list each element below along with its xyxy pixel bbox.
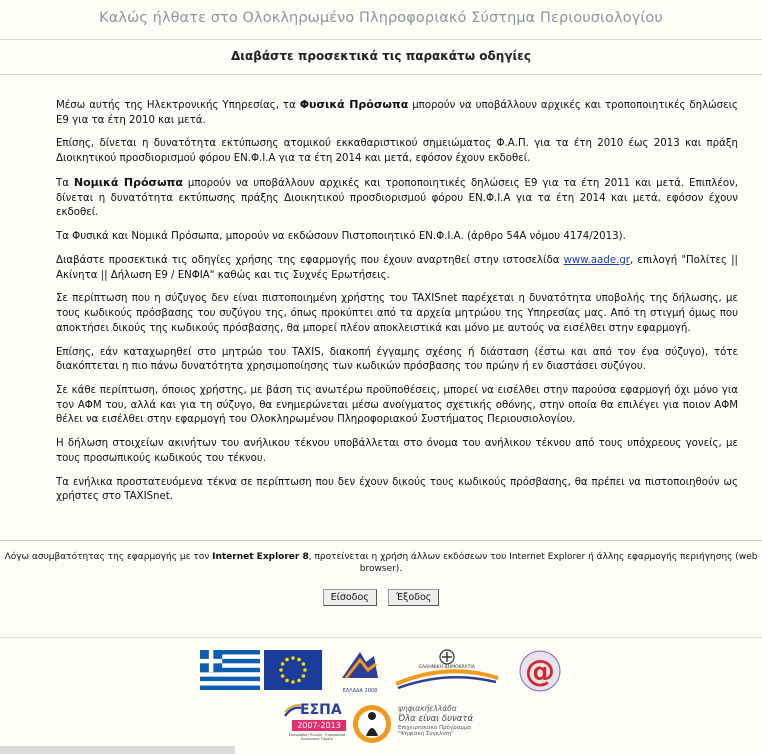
sponsor-logos-top [0,648,762,696]
paragraph-usage-guide: Διαβάστε προσεκτικά τις οδηγίες χρήσης της εφαρμογής που έχουν αναρτηθεί στην ιστοσελίδα www.aade.gr, επιλογή "Πολίτες || Ακίνητα || Δήλωση Ε9 / ΕΝΦΙΑ" καθώς και τις Συχνές Ερωτήσεις. [56,254,738,281]
paragraph-natural-persons: Μέσω αυτής της Ηλεκτρονικής Υπηρεσίας, τα Φυσικά Πρόσωπα μπορούν να υποβάλλουν αρχικές και τροποποιητικές δηλώσεις Ε9 για τα έτη 2010 και μετά. [56,98,739,126]
paragraph-minor-children: Η δήλωση στοιχείων ακινήτων του ανήλικου τέκνου υποβάλλεται στο όνομα του ανήλικου τέκνου από τους υπόχρεους γονείς, με τους προσωπικούς κωδικούς του τέκνου. [56,438,738,464]
paragraph-adult-dependents: Τα ενήλικα προστατευόμενα τέκνα σε περίπτωση που δεν έχουν δικούς τους κωδικούς πρόσβασης, θα πρέπει να πιστοποιηθούν ως χρήστες στο TAXISnet. [56,476,738,503]
svg-text:@: @ [525,654,555,689]
eu-flag-icon [264,650,322,690]
divider [0,74,762,75]
paragraph-legal-entities: Τα Νομικά Πρόσωπα μπορούν να υποβάλλουν αρχικές και τροποποιητικές δηλώσεις Ε9 για τα έτη 2011 και μετά. Επιπλέον, δίνεται η δυνατότητα εκτύπωσης πράξης Διοικητικού προσδιορισμού φόρου ΕΝ.Φ.Ι.Α για τα έτη 2014 και μετά, εφόσον έχουν εκδοθεί. [56,175,738,219]
hellas-swoosh-icon [338,648,382,684]
paragraph-separation: Επίσης, εάν καταχωρηθεί στο μητρώο του TAXIS, διακοπή έγγαμης σχέσης ή διάσταση (έστω και από τον ένα σύζυγο), τότε διακόπτεται η πιο πάνω δυνατότητα χρησιμοποίησης των κωδικών πρόσβασης του πρώην ή εν διαστάσει συζύγου. [56,346,738,373]
paragraph-afm-selection: Σε κάθε περίπτωση, όποιος χρήστης, με βάση τις ανωτέρω προϋποθέσεις, μπορεί να εισέλθει στην παρούσα εφαρμογή όχι μόνο για τον ΑΦΜ του, αλλά και για τη σύζυγο, θα ενημερώνεται μέσω ανοίγματος σχετικής οθόνης, στην οποία θα επιλέγει για ποιον ΑΦΜ θέλει να εισέλθει στην εφαρμογή του Ολοκληρωμένου Πληροφοριακού Συστήματος Περιουσιολογίου. [56,384,738,426]
exit-button[interactable]: Έξοδος [388,589,439,606]
digital-greece-logo: ψηφιακήελλάδα Όλα είναι δυνατά Επιχειρησιακό Πρόγραμμα "Ψηφιακή Σύγκλιση" [398,704,474,737]
espa-logo: ΕΣΠΑ 2007-2013 Ευρωπαϊκή Ένωση · Ευρωπαϊκό Κοινωνικό Ταμείο [282,702,350,746]
instructions-body [56,98,738,514]
hellenic-republic-logo: ΕΛΛΗΝΙΚΗ ΔΗΜΟΚΡΑΤΙΑ [392,648,502,694]
divider [0,39,762,40]
sponsor-logos-bottom [0,700,762,750]
paragraph-certificate: Τα Φυσικά και Νομικά Πρόσωπα, μπορούν να εκδώσουν Πιστοποιητικό ΕΝ.Φ.Ι.Α. (άρθρο 54Α νόμου 4174/2013). [56,231,626,243]
login-button[interactable]: Είσοδος [323,589,377,606]
digital-greece-emblem-icon [352,702,392,746]
instructions-heading: Διαβάστε προσεκτικά τις παρακάτω οδηγίες [231,49,531,63]
horizontal-scrollbar[interactable] [0,746,235,754]
at-sign-icon [516,648,564,694]
paragraph-print-options: Επίσης, δίνεται η δυνατότητα εκτύπωσης ατομικού εκκαθαριστικού σημειώματος Φ.Α.Π. για τα έτη 2010 έως 2013 και πράξη Διοικητικού προσδιορισμού φόρου ΕΝ.Φ.Ι.Α για τα έτη 2014 και μετά, εφόσον έχουν εκδοθεί. [56,138,738,165]
browser-compatibility-note: Λόγω ασυμβατότητας της εφαρμογής με τον Internet Explorer 8, προτείνεται η χρήση άλλων εκδόσεων του Internet Explorer ή άλλης εφαρμογής περιήγησης (web browser). [4,552,758,574]
paragraph-spouse-access: Σε περίπτωση που η σύζυγος δεν είναι πιστοποιημένη χρήστης του TAXISnet παρέχεται η δυνατότητα υποβολής της δήλωσης, με τους κωδικούς πρόσβασης του συζύγου της, όπως προκύπτει από τα αρχεία μητρώου της Υπηρεσίας μας. Από τη στιγμή όμως που αποκτήσει δικούς της κωδικούς πρόσβασης, θα μπορεί πλέον αποκλειστικά και μόνο με αυτούς να εισέλθει στην εφαρμογή. [56,293,738,334]
divider [0,637,762,638]
aade-link[interactable]: www.aade.gr [563,254,630,266]
hellas-2008-logo: ΕΛΛΑΔΑ 2008 [338,648,382,694]
greek-flag-icon [200,650,260,690]
action-buttons [0,585,762,606]
republic-emblem-icon [392,648,502,694]
divider [0,540,762,541]
page-title: Καλώς ήλθατε στο Ολοκληρωμένο Πληροφοριακό Σύστημα Περιουσιολογίου [99,10,663,26]
